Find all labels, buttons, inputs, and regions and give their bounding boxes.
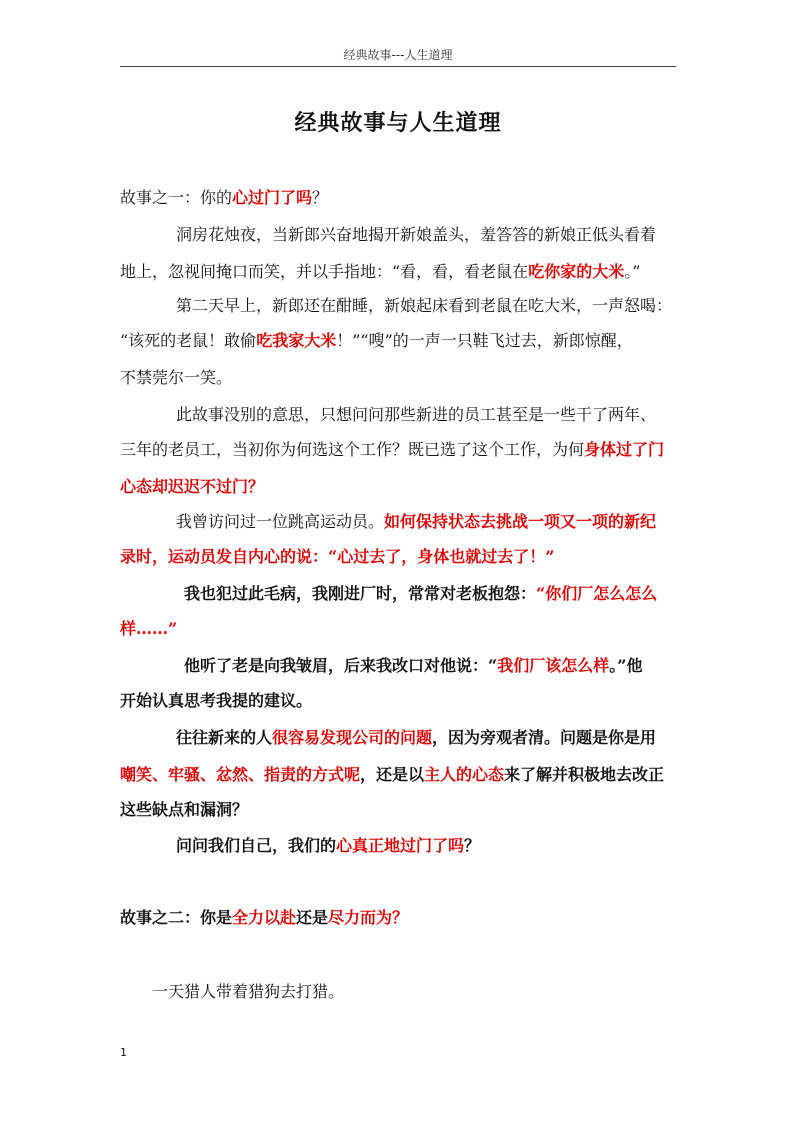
paragraph-line: 第二天早上，新郎还在酣睡，新娘起床看到老鼠在吃大米，一声怒喝： bbox=[176, 296, 673, 315]
text-run: 我曾访问过一位跳高运动员。 bbox=[176, 512, 385, 531]
paragraph-line bbox=[120, 765, 664, 785]
paragraph-line: 这些缺点和漏洞？ bbox=[120, 800, 249, 819]
text-highlight: 如何保持状态去挑战一项又一项的新纪 bbox=[384, 512, 657, 531]
text-highlight: “你们厂怎么怎么 bbox=[536, 584, 658, 603]
paragraph-line bbox=[176, 836, 480, 856]
heading-text: ？ bbox=[312, 188, 329, 207]
paragraph-line bbox=[176, 728, 656, 748]
text-run: 地上，忽视间掩口而笑，并以手指地：“看，看，看老鼠在 bbox=[120, 262, 529, 281]
header-divider bbox=[120, 66, 676, 67]
heading-highlight: 心过门了吗 bbox=[232, 188, 313, 207]
text-run: ，因为旁观者清。问题是你是用 bbox=[432, 728, 657, 747]
document-title: 经典故事与人生道理 bbox=[294, 110, 502, 136]
paragraph-line bbox=[120, 440, 664, 460]
text-run: 。”他 bbox=[609, 656, 643, 675]
paragraph-line bbox=[176, 512, 656, 532]
text-run: ，还是以 bbox=[360, 765, 425, 784]
heading-text: 故事之二：你是 bbox=[120, 908, 233, 927]
text-highlight: 很容易发现公司的问题 bbox=[272, 728, 433, 747]
text-run: ？ bbox=[464, 836, 481, 855]
heading-highlight: 尽力而为 bbox=[328, 908, 393, 927]
paragraph-line-highlight: 样……” bbox=[120, 619, 178, 638]
heading-text: 还是 bbox=[296, 908, 329, 927]
paragraph-line: 开始认真思考我提的建议。 bbox=[120, 691, 313, 710]
text-highlight: 我们厂该怎么样 bbox=[497, 656, 610, 675]
text-highlight: 身体过了门 bbox=[584, 440, 665, 459]
paragraph-line: 此故事没别的意思，只想问问那些新进的员工甚至是一些干了两年、 bbox=[176, 405, 657, 424]
story2-heading bbox=[120, 908, 408, 928]
text-run: 来了解并积极地去改正 bbox=[504, 765, 665, 784]
text-run: 往往新来的人 bbox=[176, 728, 273, 747]
heading-highlight: 全力以赴 bbox=[232, 908, 297, 927]
text-highlight: 主人的心态 bbox=[424, 765, 505, 784]
text-run: 问问我们自己，我们的 bbox=[176, 836, 337, 855]
heading-text: 故事之一：你的 bbox=[120, 188, 233, 207]
text-run: 我也犯过此毛病，我刚进厂时，常常对老板抱怨： bbox=[184, 584, 537, 603]
paragraph-line bbox=[184, 656, 642, 676]
paragraph-line: 一天猎人带着猎狗去打猎。 bbox=[152, 982, 345, 1001]
text-run: 三年的老员工，当初你为何选这个工作？既已选了这个工作，为何 bbox=[120, 440, 585, 459]
heading-highlight: ？ bbox=[392, 908, 409, 927]
paragraph-line bbox=[184, 584, 657, 604]
page-header: 经典故事---人生道理 bbox=[343, 48, 453, 62]
page-number: 1 bbox=[120, 1046, 127, 1059]
text-highlight: 嘲笑、牢骚、忿然、指责的方式呢 bbox=[120, 765, 361, 784]
paragraph-line-highlight: 心态却迟迟不过门？ bbox=[120, 477, 265, 496]
paragraph-line bbox=[120, 262, 640, 282]
paragraph-line-highlight: 录时，运动员发自内心的说：“心过去了，身体也就过去了！” bbox=[120, 547, 555, 566]
text-run: 。” bbox=[624, 262, 641, 281]
text-highlight: 心真正地过门了吗 bbox=[336, 836, 465, 855]
paragraph-line: 不禁莞尔一笑。 bbox=[120, 368, 233, 387]
text-highlight: 吃我家大米 bbox=[256, 331, 337, 350]
text-run: ！”“嗖”的一声一只鞋飞过去，新郎惊醒， bbox=[336, 331, 633, 350]
text-highlight: 吃你家的大米 bbox=[528, 262, 625, 281]
text-run: “该死的老鼠！敢偷 bbox=[120, 331, 257, 350]
paragraph-line bbox=[120, 331, 633, 351]
story1-heading bbox=[120, 188, 328, 208]
paragraph-line: 洞房花烛夜，当新郎兴奋地揭开新娘盖头，羞答答的新娘正低头看着 bbox=[176, 225, 657, 244]
text-run: 他听了老是向我皱眉，后来我改口对他说：“ bbox=[184, 656, 498, 675]
